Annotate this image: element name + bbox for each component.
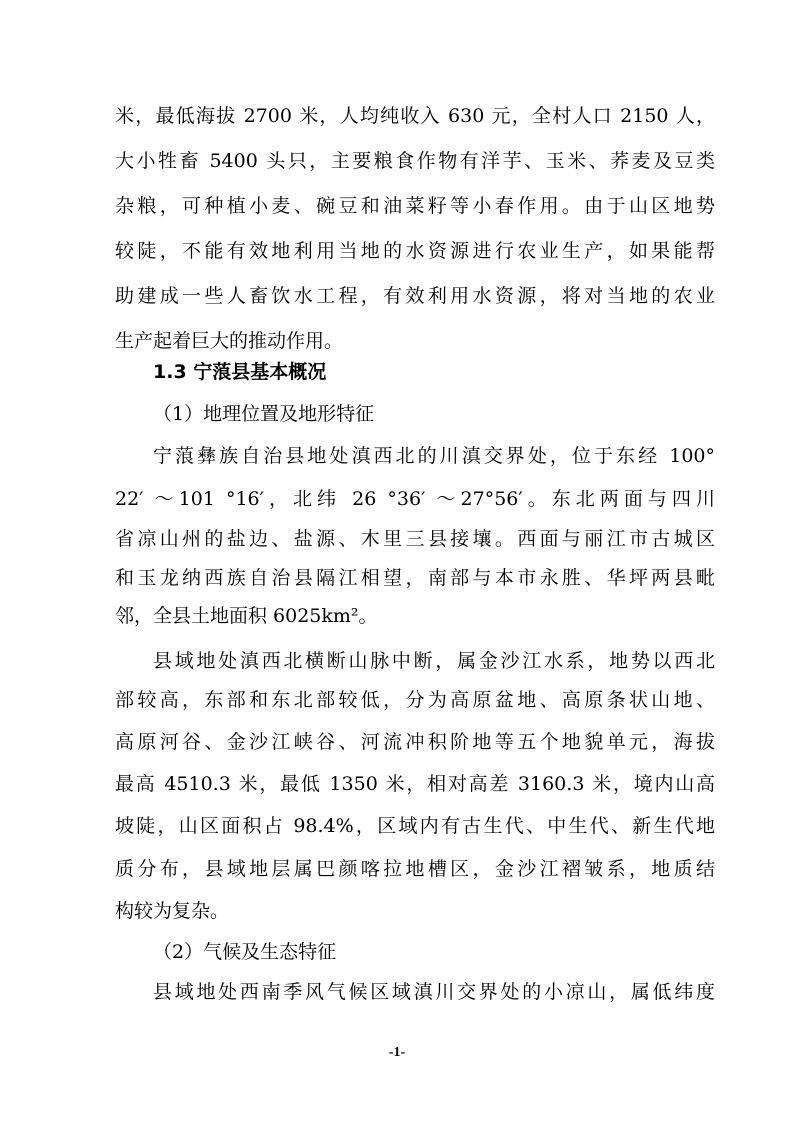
section-heading: 1.3 宁蒗县基本概况 xyxy=(153,361,327,383)
text-line: 助建成一些人畜饮水工程，有效利用水资源，将对当地的农业 xyxy=(115,285,715,307)
text-line: 杂粮，可种植小麦、碗豆和油菜籽等小春作用。由于山区地势 xyxy=(115,195,715,217)
text-line: 构较为复杂。 xyxy=(115,900,230,922)
text-line: 最高 4510.3 米，最低 1350 米，相对高差 3160.3 米，境内山高 xyxy=(115,773,715,795)
text-line: 和玉龙纳西族自治县隔江相望，南部与本市永胜、华坪两县毗 xyxy=(115,567,715,589)
text-line: 高原河谷、金沙江峡谷、河流冲积阶地等五个地貌单元，海拔 xyxy=(115,731,715,753)
text-line: 县域地处滇西北横断山脉中断，属金沙江水系，地势以西北 xyxy=(153,650,715,672)
text-line: 县域地处西南季风气候区域滇川交界处的小凉山，属低纬度 xyxy=(153,981,715,1003)
text-line: 生产起着巨大的推动作用。 xyxy=(115,330,344,352)
text-line: 质分布，县域地层属巴颜喀拉地槽区，金沙江褶皱系，地质结 xyxy=(115,858,715,880)
text-line: 坡陡，山区面积占 98.4%，区域内有古生代、中生代、新生代地 xyxy=(115,815,715,837)
subsection-heading: （1）地理位置及地形特征 xyxy=(153,403,375,425)
text-line: 22′ ～101 °16′，北纬 26 °36′ ～27°56′。东北两面与四川 xyxy=(115,488,715,510)
text-line: 较陡，不能有效地利用当地的水资源进行农业生产，如果能帮 xyxy=(115,240,715,262)
text-line: 米，最低海拔 2700 米，人均纯收入 630 元，全村人口 2150 人， xyxy=(115,105,715,127)
text-line: 宁蒗彝族自治县地处滇西北的川滇交界处，位于东经 100° xyxy=(153,445,715,467)
subsection-heading: （2）气候及生态特征 xyxy=(153,941,337,963)
text-line: 部较高，东部和东北部较低，分为高原盆地、高原条状山地、 xyxy=(115,689,715,711)
text-line: 省凉山州的盐边、盐源、木里三县接壤。西面与丽江市古城区 xyxy=(115,528,715,550)
page-number: -1- xyxy=(388,1045,406,1060)
text-line: 邻，全县土地面积 6025km²。 xyxy=(115,605,378,627)
text-line: 大小牲畜 5400 头只，主要粮食作物有洋芋、玉米、荞麦及豆类 xyxy=(115,150,715,172)
